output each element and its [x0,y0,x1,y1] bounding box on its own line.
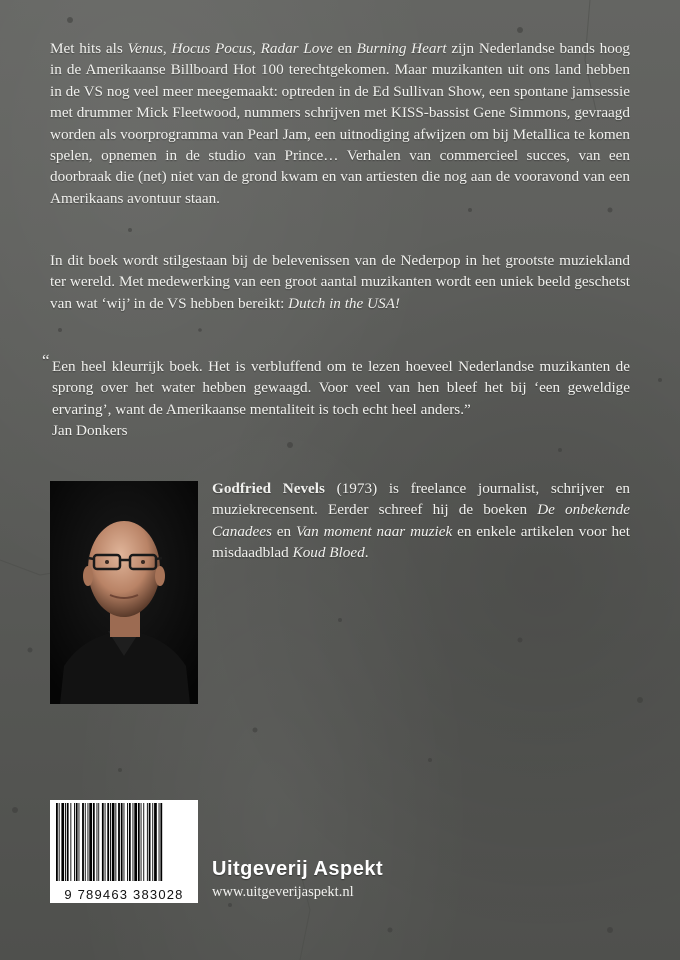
text-run: Van moment naar muziek [295,522,453,540]
quote-mark: “ [42,351,50,370]
blurb-paragraph-2 [50,250,630,314]
text-run: en enkele artikelen voor het misdaadblad [212,522,630,562]
text-run: Dutch in the USA! [288,294,400,312]
barcode-icon [52,803,196,881]
quote-text: Een heel kleurrijk boek. Het is verbluffend om te lezen hoeveel Nederlandse muzikanten de sprong over het water hebben gewaagd. Voor veel van hen bleef het bij ‘een geweldige ervaring’, want de Amerikaanse mentaliteit is toch echt heel anders.” [52,358,630,418]
text-run: , [162,40,172,57]
text-run: Koud Bloed [292,544,365,562]
author-photo [50,481,198,704]
review-quote [42,351,630,442]
text-run: De onbekende Canadees [212,501,630,540]
text-run: . [364,544,369,562]
text-run: en [271,522,296,540]
blurb-paragraph-1 [50,38,630,209]
publisher-name: Uitgeverij Aspekt [212,858,384,880]
text-run: , [252,40,261,57]
isbn-barcode [50,800,198,903]
text-run: Met hits als [50,40,128,57]
text-run: Burning Heart [356,40,447,57]
author-bio [212,478,630,564]
text-run: In dit boek wordt stilgestaan bij de belevenissen van de Nederpop in het grootste muziekland ter wereld. Met medewerking van een groot aantal muzikanten wordt een uniek beeld geschetst van wat ‘wij’ in de VS hebben bereikt: [50,252,630,312]
isbn-number: 9 789463 383028 [64,887,184,902]
text-run: en [332,40,357,57]
quote-attribution: Jan Donkers [52,422,128,440]
text-run: (1973) is freelance journalist, schrijver en muziekrecensent. Eerder schreef hij de boeken [212,480,631,519]
text-run: Godfried Nevels [212,480,325,497]
text-run: zijn Nederlandse bands hoog in de Amerikaanse Billboard Hot 100 terechtgekomen. Maar muzikanten uit ons land hebben in de VS nog veel meer meegemaakt: optreden in de Ed Sullivan Show, een spontane jamsessie met drummer Mick Fleetwood, nummers schrijven met KISS-bassist Gene Simmons, gevraagd worden als voorprogramma van Pearl Jam, een uitnodiging afwijzen om bij Metallica te komen spelen, opnemen in de studio van Prince… Verhalen van commercieel succes, van een doorbraak die (net) niet van de grond kwam en van artiesten die nog aan de vooravond van een Amerikaans avontuur staan. [50,40,631,207]
text-run: Hocus Pocus [171,40,253,57]
text-run: Radar Love [260,40,333,57]
publisher-url[interactable]: www.uitgeverijaspekt.nl [212,884,354,900]
text-run: Venus [127,40,163,57]
